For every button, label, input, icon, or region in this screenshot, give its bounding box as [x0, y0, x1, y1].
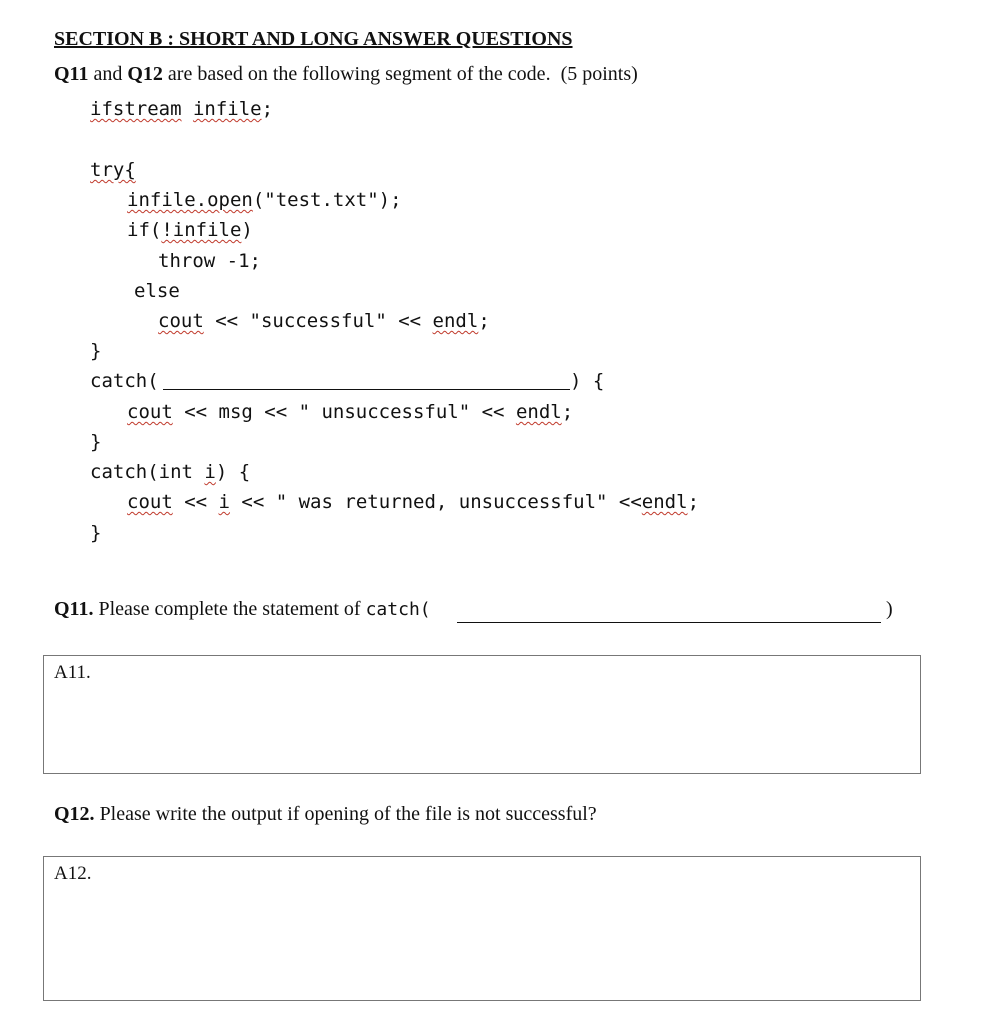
q12-text: Please write the output if opening of the file is not successful?: [94, 803, 597, 825]
code-token: cout: [158, 310, 204, 332]
code-token: ) {: [215, 461, 251, 483]
code-line-9-close: ) {: [570, 370, 605, 392]
code-token: cout: [127, 491, 173, 513]
code-token: << " was returned, unsuccessful" <<: [229, 491, 642, 513]
section-heading: SECTION B : SHORT AND LONG ANSWER QUESTIONS: [54, 28, 573, 50]
code-token: ifstream: [90, 98, 182, 120]
q12-number: Q12.: [54, 803, 95, 825]
code-line-11: }: [90, 431, 102, 453]
code-token: catch(: [90, 370, 159, 392]
code-token: infile.open: [127, 189, 253, 211]
code-line-5: throw -1;: [158, 250, 261, 272]
code-token: infile: [192, 98, 262, 120]
answer-label-a11: A11.: [54, 662, 91, 683]
q11-close-paren: ): [886, 598, 893, 620]
question-12: [54, 803, 597, 826]
catch-blank-line: [163, 389, 570, 390]
code-token: << "successful" <<: [203, 310, 433, 332]
code-token: ): [241, 219, 253, 241]
code-token: if(: [127, 219, 162, 241]
code-line-12: [90, 461, 250, 483]
answer-box-a12[interactable]: [43, 856, 921, 1001]
code-token: !infile: [161, 219, 242, 241]
q11-number: Q11.: [54, 598, 94, 620]
code-token: endl: [515, 401, 562, 423]
code-line-3: [127, 189, 402, 211]
code-line-8: }: [90, 340, 102, 362]
code-token: i: [204, 461, 216, 483]
q11-blank-line: [457, 622, 881, 623]
code-line-10: [127, 401, 573, 423]
code-token: ;: [261, 98, 274, 120]
q11-text: Please complete the statement of: [93, 598, 366, 620]
code-token: catch(int: [90, 461, 205, 483]
code-token: endl: [641, 491, 688, 513]
code-token: try{: [90, 159, 136, 181]
code-line-1: [90, 98, 273, 120]
code-token: <<: [172, 491, 219, 513]
code-token: i: [218, 491, 230, 513]
code-token: endl: [432, 310, 479, 332]
code-token: ("test.txt");: [252, 189, 402, 211]
code-line-6: else: [134, 280, 180, 302]
code-token: cout: [127, 401, 173, 423]
intro-q11: Q11: [54, 63, 89, 85]
answer-label-a12: A12.: [54, 863, 92, 884]
intro-q12: Q12: [127, 63, 163, 85]
code-token: << msg << " unsuccessful" <<: [172, 401, 516, 423]
code-line-9: [90, 370, 159, 392]
code-token: ;: [561, 401, 574, 423]
code-line-14: }: [90, 522, 102, 544]
intro-rest: are based on the following segment of the code. (5 points): [162, 63, 638, 85]
code-line-2: [90, 159, 136, 181]
code-line-4: [127, 219, 253, 241]
code-token: ;: [687, 491, 700, 513]
q11-code: catch(: [365, 599, 431, 620]
question-11: [54, 598, 431, 621]
code-token: ;: [478, 310, 490, 332]
intro-text: [54, 63, 638, 86]
answer-box-a11[interactable]: [43, 655, 921, 774]
intro-and: and: [88, 63, 128, 85]
code-line-7: [158, 310, 490, 332]
code-line-13: [127, 491, 699, 513]
